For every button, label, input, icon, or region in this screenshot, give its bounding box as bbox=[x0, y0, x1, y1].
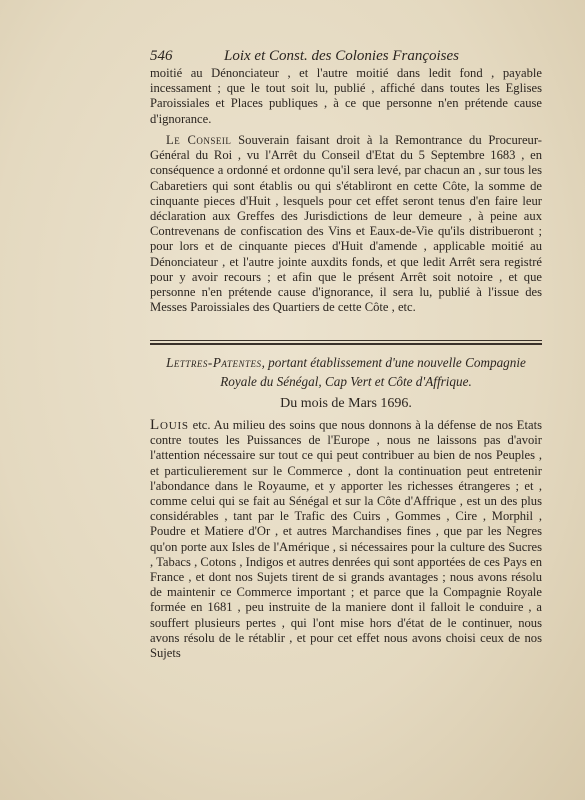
paragraph-3-text: etc. Au milieu des soins que nous donnons à la défense de nos Etats contre toutes les Puissances de l'Europe , nous ne laissons pas d'avoir l'attention nécessaire sur tout ce qui peut contribuer au bien de nos Peuples , et particulierement sur le Commerce , dont la continuation peut entretenir l'abondance dans le Royaume, et y apporter les richesses étrangeres ; et , comme celui qui se fait au Sénégal et sur la Côte d'Affrique , est un des plus considérables , tant par le Trafic des Cuirs , Gommes , Cire , Morphil , Poudre et Matiere d'Or , et autres Marchandises fines , que par les Negres qu'on porte aux Isles de l'Amérique , si nécessaires pour la culture des Sucres , Tabacs , Cotons , Indigos et autres denrées qui sont apportées de ces Pays en France , et dont nos Sujets tirent de si grands avantages ; nous avons résolu de maintenir ce Commerce important ; et parce que la Compagnie Royale formée en 1681 , peu instruite de la maniere dont il falloit le conduire , a souffert plusieurs pertes , qui l'ont mise hors d'état de le continuer, nous avons résolu de le rétablir , et pour cet effet nous avons choisi ceux de nos Sujets bbox=[150, 418, 542, 661]
paragraph-2-lead: Le Conseil bbox=[166, 133, 232, 147]
section-divider-thick bbox=[150, 343, 542, 345]
paragraph-3-lead: Louis bbox=[150, 417, 189, 433]
section-title-rest: , portant établissement d'une nouvelle Compagnie Royale du Sénégal, Cap Vert et Côte d'Affrique. bbox=[220, 355, 526, 389]
running-title: Loix et Const. des Colonies Françoises bbox=[224, 48, 459, 64]
paragraph-2-text: Souverain faisant droit à la Remontrance du Procureur-Général du Roi , vu l'Arrêt du Conseil d'Etat du 5 Septembre 1683 , en conséquence a ordonné et ordonne qu'il sera levé, par chacun an , sur tous les Cabaretiers qui sont établis ou qui s'établiront en cette Côte, la somme de cinquante pieces d'Huit , lesquels pour cet effet seront tenus d'en faire leur déclaration aux Greffes des Jurisdictions de leur demeure , à peine aux Contrevenans de confiscation des Vins et Eaux-de-Vie qu'ils distribueront ; pour lors et de cinquante pieces d'Huit d'amende , applicable moitié au Dénonciateur , et l'autre jointe auxdits fonds, et que ledit Arrêt sera registré pour y avoir recours ; et afin que le présent Arrêt soit notoire , et que personne n'en prétende cause d'ignorance, il sera lu, publié à l'issue des Messes Paroissiales des Quartiers de cette Côte , etc. bbox=[150, 133, 542, 315]
section-date: Du mois de Mars 1696. bbox=[280, 396, 412, 411]
section-divider-thin bbox=[150, 340, 542, 341]
section-title bbox=[150, 353, 542, 391]
paragraph-2 bbox=[150, 133, 542, 315]
section-title-lead: Lettres-Patentes bbox=[166, 355, 262, 370]
paragraph-1: moitié au Dénonciateur , et l'autre moitié dans ledit fond , payable incessament ; que le tout soit lu, publié , affiché dans toutes les Eglises Paroissiales et Places publiques , à ce que personne n'en prétende cause d'ignorance. bbox=[150, 66, 542, 126]
paragraph-3 bbox=[150, 418, 542, 661]
page-number: 546 bbox=[150, 48, 173, 64]
